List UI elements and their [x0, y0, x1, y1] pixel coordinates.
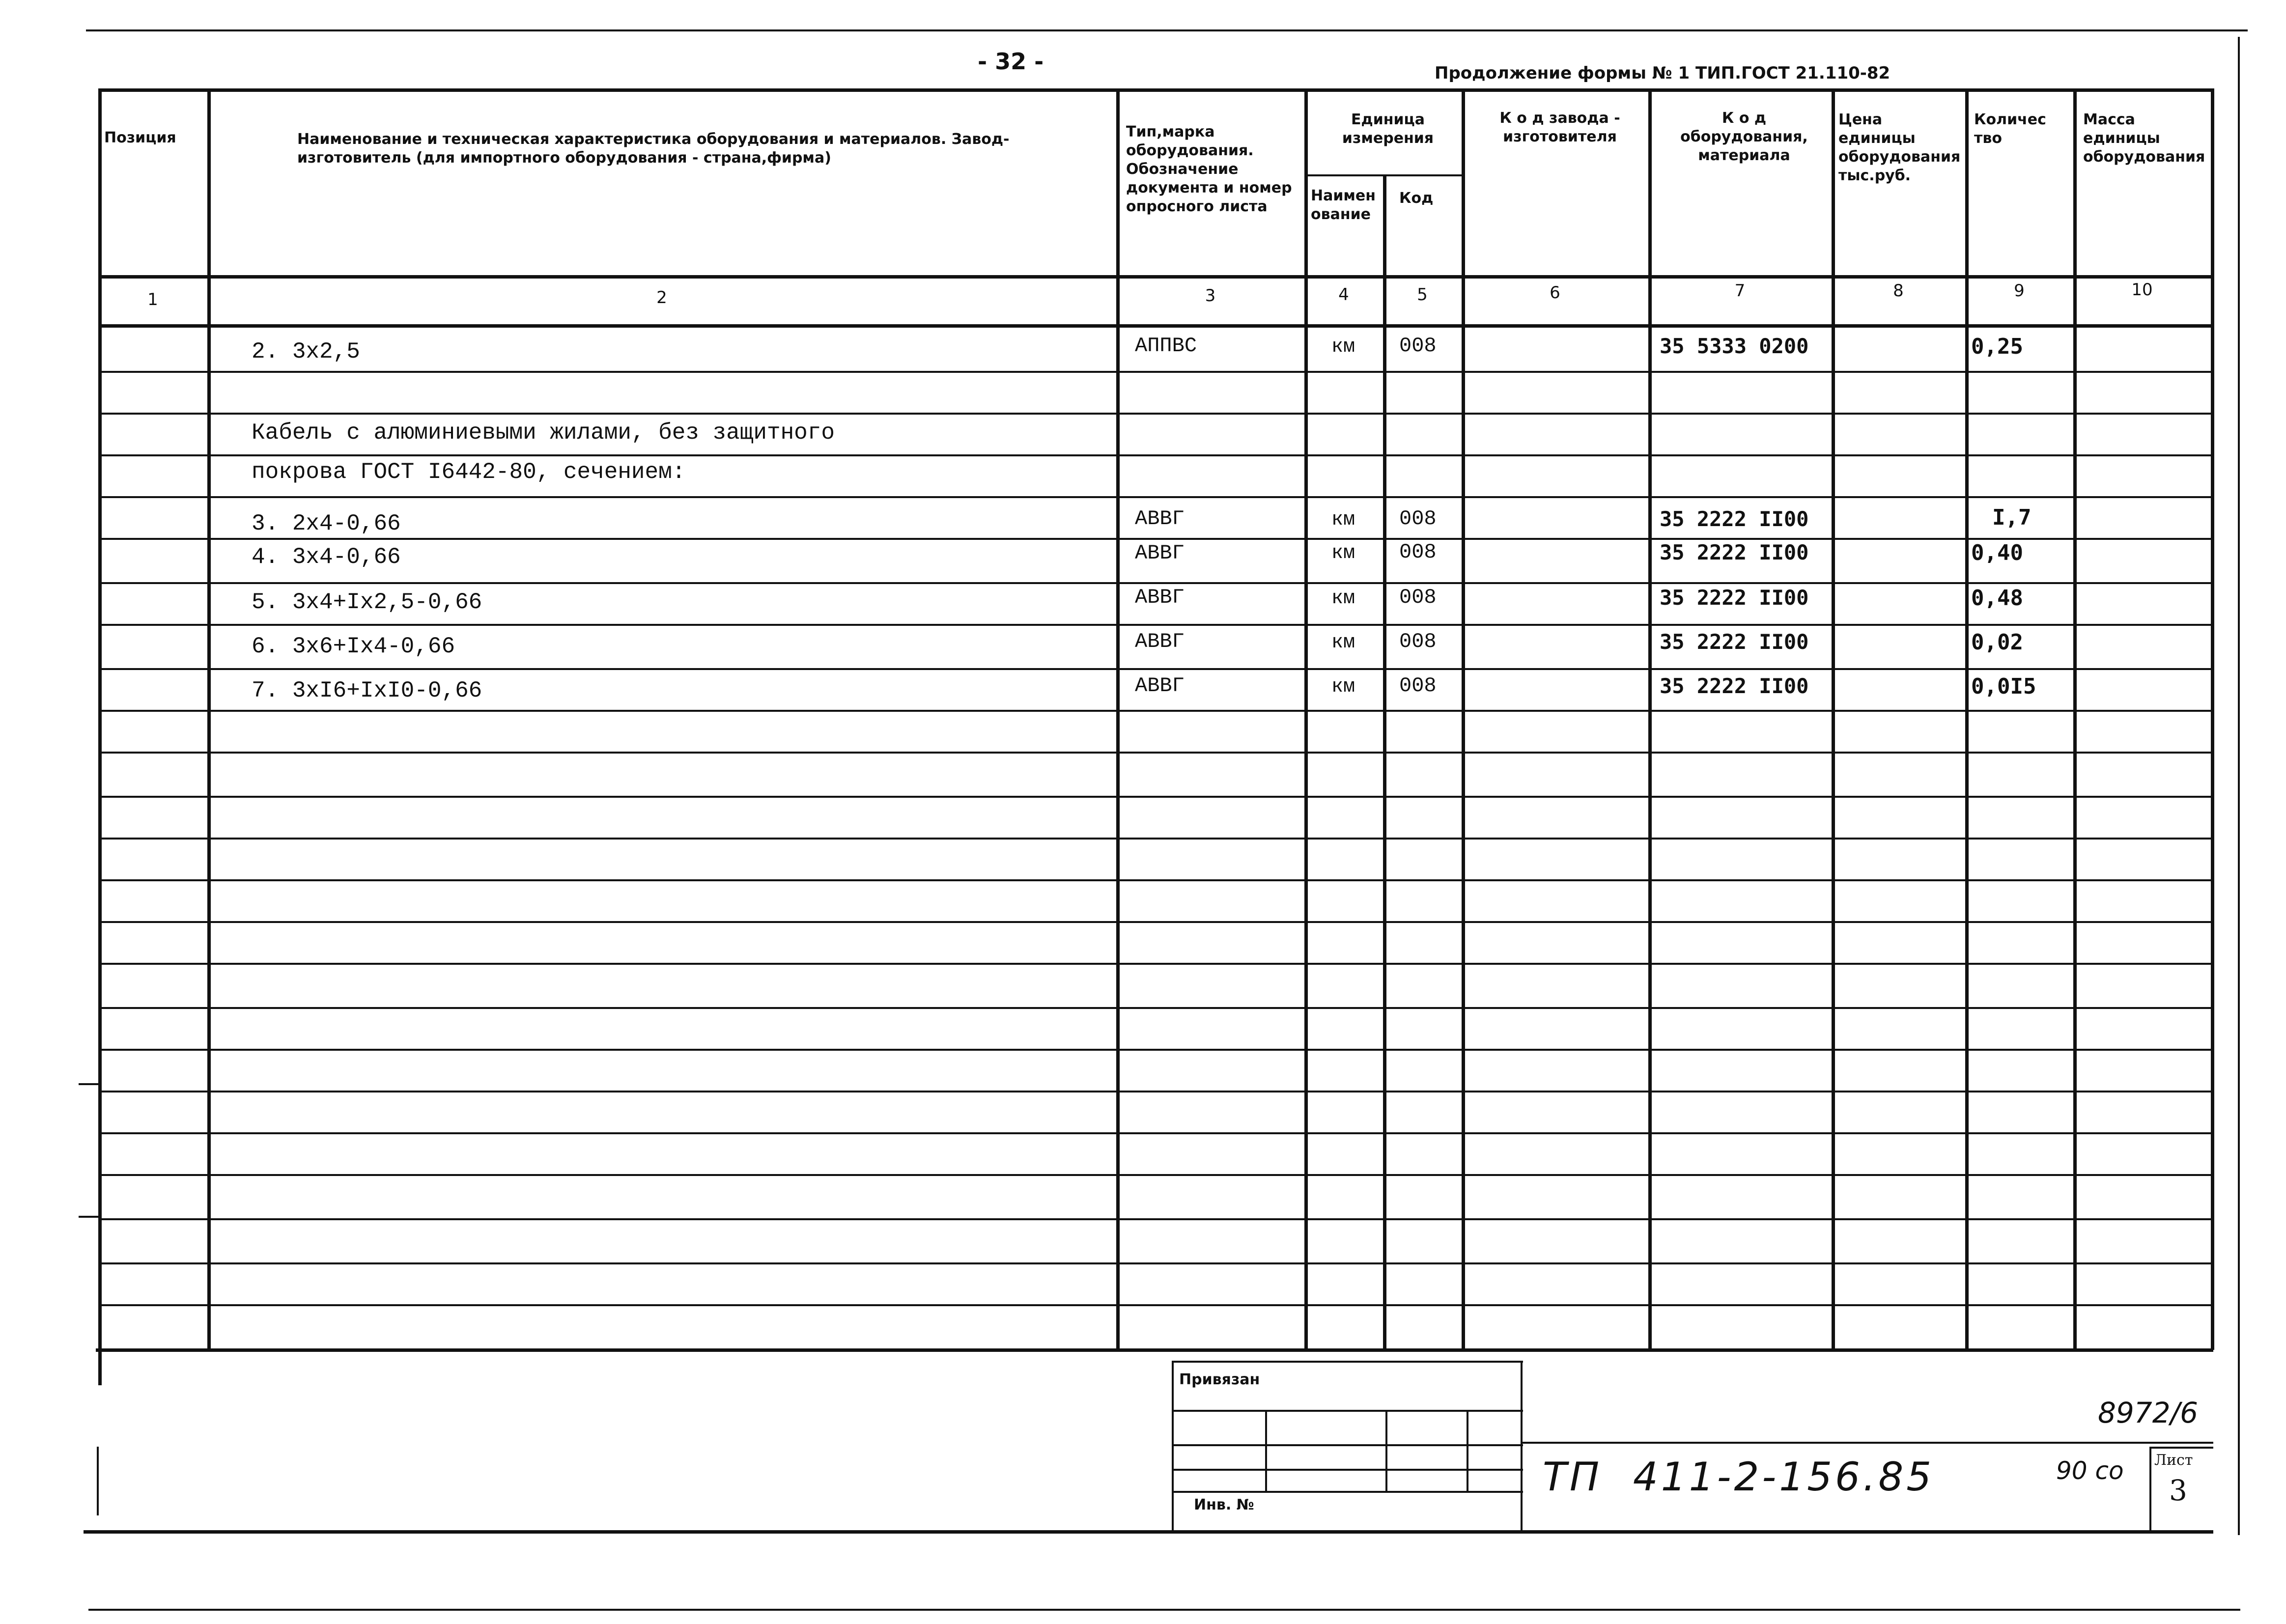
col-header-name: Наименование и техническая характеристика оборудования и материалов. Завод-изготовитель (для импортного оборудования - страна,фирма) — [297, 131, 1010, 167]
bottom-rule — [88, 1609, 2240, 1611]
row-name: 3. 2x4-0,66 — [252, 511, 401, 536]
col-number: 5 — [1417, 285, 1428, 305]
row-name: 2. 3x2,5 — [252, 339, 360, 364]
col-header-unit-name: Наименование — [1311, 187, 1376, 223]
col-number: 6 — [1550, 283, 1560, 303]
row-qty: I,7 — [1992, 505, 2032, 530]
row-unit: км — [1331, 588, 1355, 610]
col-number: 8 — [1893, 281, 1904, 301]
col-header-type: Тип,марка оборудования. Обозначение документа и номер опросного листа — [1126, 123, 1292, 215]
col-number: 7 — [1734, 281, 1746, 301]
row-code: 35 5333 0200 — [1660, 334, 1809, 358]
row-type: АВВГ — [1135, 541, 1185, 565]
row-code: 35 2222 II00 — [1660, 540, 1809, 564]
page-number: - 32 - — [978, 48, 1044, 75]
col-header-price: Цена единицы оборудования тыс.руб. — [1838, 111, 1961, 184]
col-number: 1 — [147, 290, 158, 309]
col-header-quantity: Количество — [1974, 111, 2046, 147]
sheet-label: Лист — [2154, 1452, 2193, 1469]
row-qty: 0,48 — [1971, 586, 2023, 611]
project-number: ТП 411-2-156.85 — [1543, 1454, 1935, 1500]
row-qty: 0,0I5 — [1971, 674, 2036, 699]
margin-tick — [79, 1216, 101, 1218]
row-unit: км — [1331, 632, 1355, 654]
col-number: 2 — [656, 288, 667, 308]
row-unit-code: 008 — [1399, 334, 1437, 358]
row-name: покрова ГОСТ I6442-80, сечением: — [252, 459, 686, 485]
top-rule — [86, 29, 2248, 31]
row-unit: км — [1331, 542, 1355, 564]
row-type: АВВГ — [1135, 507, 1185, 531]
margin-tick — [97, 1447, 99, 1515]
row-type: АВВГ — [1135, 674, 1185, 698]
row-code: 35 2222 II00 — [1660, 586, 1809, 610]
row-unit-code: 008 — [1399, 586, 1437, 609]
col-number: 4 — [1338, 285, 1349, 305]
row-qty: 0,40 — [1971, 540, 2023, 565]
margin-tick — [79, 1083, 101, 1085]
row-code: 35 2222 II00 — [1660, 630, 1809, 654]
privyazan-label: Привязан — [1179, 1371, 1260, 1388]
row-type: АВВГ — [1135, 586, 1185, 609]
row-name: 6. 3x6+Ix4-0,66 — [252, 634, 455, 659]
row-unit: км — [1331, 676, 1355, 698]
row-qty: 0,25 — [1971, 334, 2023, 359]
row-type: АВВГ — [1135, 630, 1185, 653]
row-type: АППВС — [1135, 334, 1197, 358]
sheet-number: 3 — [2169, 1474, 2187, 1507]
col-number: 3 — [1205, 286, 1216, 306]
col-number: 9 — [2014, 281, 2025, 301]
right-border — [2238, 37, 2240, 1535]
row-qty: 0,02 — [1971, 630, 2023, 655]
row-unit-code: 008 — [1399, 630, 1437, 653]
inv-no-label: Инв. № — [1194, 1496, 1254, 1513]
row-name: 4. 3x4-0,66 — [252, 544, 401, 570]
col-number: 10 — [2131, 280, 2153, 300]
row-unit-code: 008 — [1399, 507, 1437, 531]
row-unit: км — [1331, 336, 1355, 358]
doc-number: 8972/6 — [2098, 1396, 2199, 1429]
col-header-plant-code: К о д завода - изготовителя — [1499, 110, 1620, 145]
col-header-position: Позиция — [104, 129, 176, 146]
col-header-unit-code: Код — [1399, 190, 1434, 207]
row-unit-code: 008 — [1399, 674, 1437, 698]
col-header-unit-group: Единица измерения — [1342, 111, 1434, 147]
row-code: 35 2222 II00 — [1660, 507, 1809, 531]
row-unit: км — [1331, 509, 1355, 531]
col-header-mass: Масса единицы оборудования — [2083, 111, 2205, 166]
col-header-material-code: К о д оборудования, материала — [1680, 110, 1808, 164]
form-continuation: Продолжение формы № 1 ТИП.ГОСТ 21.110-82 — [1435, 63, 1891, 83]
extra-mark: 90 со — [2056, 1456, 2124, 1485]
row-name: 5. 3x4+Ix2,5-0,66 — [252, 589, 482, 615]
row-code: 35 2222 II00 — [1660, 674, 1809, 698]
row-name: Кабель с алюминиевыми жилами, без защитного — [252, 420, 835, 446]
row-unit-code: 008 — [1399, 540, 1437, 564]
row-name: 7. 3xI6+IxI0-0,66 — [252, 678, 482, 703]
